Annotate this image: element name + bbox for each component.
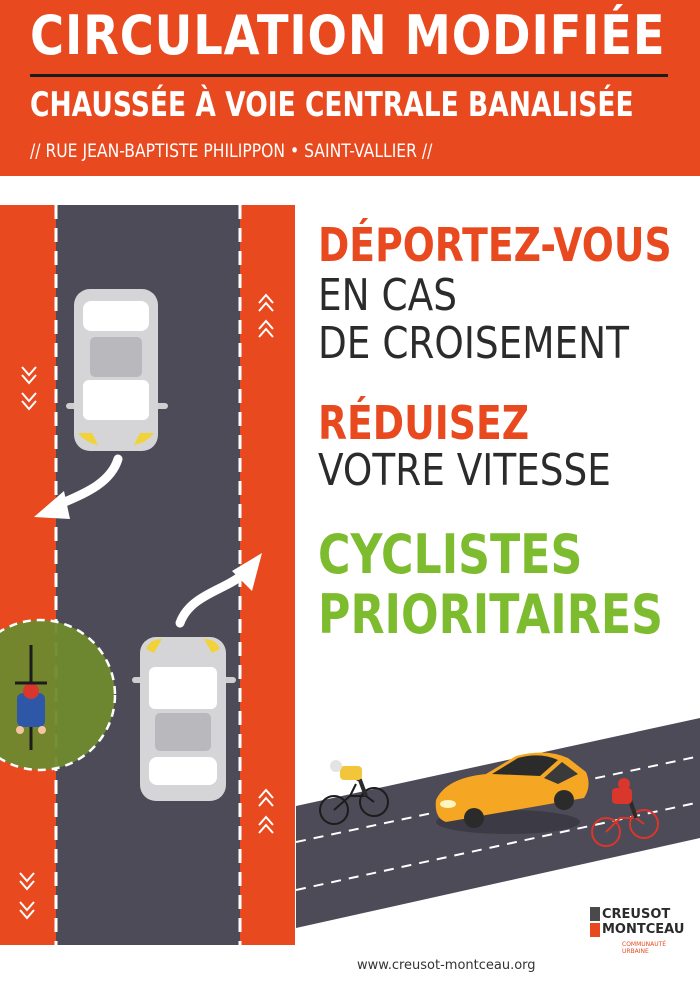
poster-subtitle: CHAUSSÉE À VOIE CENTRALE BANALISÉE <box>30 85 634 125</box>
message-de-croisement: DE CROISEMENT <box>318 318 629 369</box>
website-link[interactable]: www.creusot-montceau.org <box>357 958 536 973</box>
logo-line-1: CREUSOT <box>602 907 671 922</box>
logo-line-3: COMMUNAUTÉ URBAINE <box>622 941 667 955</box>
logo-mark-icon <box>590 907 602 937</box>
message-deportez: DÉPORTEZ-VOUS <box>318 218 672 272</box>
message-cyclistes: CYCLISTES <box>318 523 583 586</box>
orange-car-icon <box>436 752 589 834</box>
message-reduisez: RÉDUISEZ <box>318 396 530 450</box>
road-illustration <box>0 205 300 945</box>
poster-title: CIRCULATION MODIFIÉE <box>30 4 666 67</box>
car-topview-lower-icon <box>132 637 236 801</box>
location-line: // RUE JEAN-BAPTISTE PHILIPPON • SAINT-VALLIER // <box>30 140 433 162</box>
road-scene-illustration <box>296 700 700 940</box>
message-prioritaires: PRIORITAIRES <box>318 583 663 646</box>
header-banner <box>0 0 700 176</box>
message-votre-vitesse: VOTRE VITESSE <box>318 445 611 496</box>
logo-line-2: MONTCEAU <box>602 922 685 937</box>
header-divider <box>30 74 668 77</box>
car-topview-upper-icon <box>66 289 168 451</box>
message-en-cas: EN CAS <box>318 270 457 321</box>
creusot-montceau-logo <box>590 905 685 965</box>
